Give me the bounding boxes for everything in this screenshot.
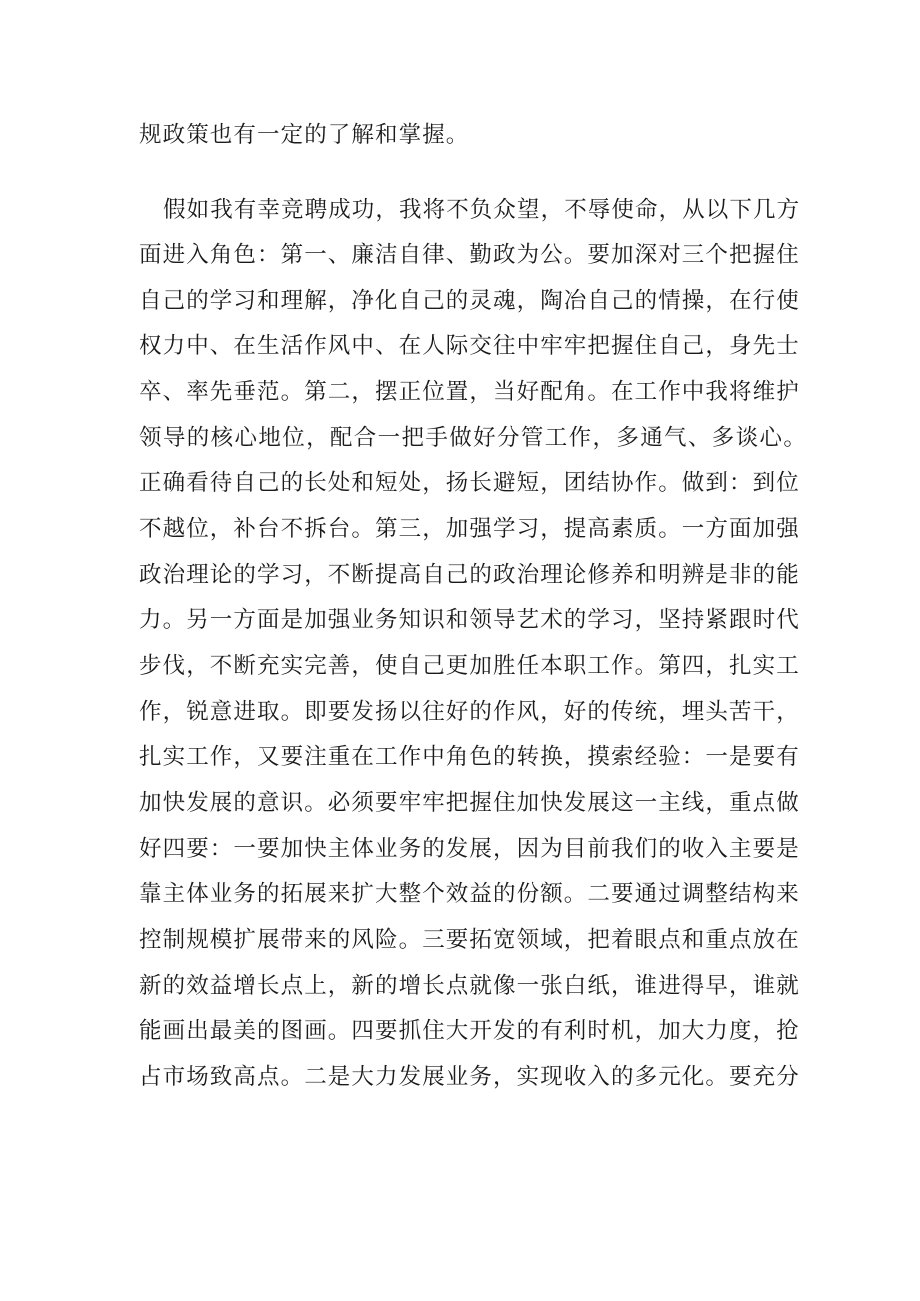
text-line: 能画出最美的图画。四要抓住大开发的有利时机，加大力度，抢 xyxy=(139,1018,800,1044)
text-line: 自己的学习和理解，净化自己的灵魂，陶冶自己的情操，在行使 xyxy=(139,288,800,314)
paragraph-first-line: 假如我有幸竞聘成功，我将不负众望，不辱使命，从以下几方 xyxy=(163,197,801,223)
text-line: 占市场致高点。二是大力发展业务，实现收入的多元化。要充分 xyxy=(139,1064,800,1090)
text-line: 不越位，补台不拆台。第三，加强学习，提高素质。一方面加强 xyxy=(139,516,800,542)
text-line: 扎实工作，又要注重在工作中角色的转换，摸索经验：一是要有 xyxy=(139,744,800,770)
text-line: 规政策也有一定的了解和掌握。 xyxy=(139,122,470,148)
text-line: 靠主体业务的拓展来扩大整个效益的份额。二要通过调整结构来 xyxy=(139,881,800,907)
text-line: 加快发展的意识。必须要牢牢把握住加快发展这一主线，重点做 xyxy=(139,790,800,816)
text-line: 新的效益增长点上，新的增长点就像一张白纸，谁进得早，谁就 xyxy=(139,973,800,999)
text-line: 面进入角色：第一、廉洁自律、勤政为公。要加深对三个把握住 xyxy=(139,242,800,268)
text-line: 作，锐意进取。即要发扬以往好的作风，好的传统，埋头苦干， xyxy=(139,699,800,725)
text-line: 卒、率先垂范。第二，摆正位置，当好配角。在工作中我将维护 xyxy=(139,379,800,405)
text-line: 控制规模扩展带来的风险。三要拓宽领域，把着眼点和重点放在 xyxy=(139,927,800,953)
text-line: 权力中、在生活作风中、在人际交往中牢牢把握住自己，身先士 xyxy=(139,333,800,359)
text-line: 正确看待自己的长处和短处，扬长避短，团结协作。做到：到位 xyxy=(139,470,800,496)
text-line: 政治理论的学习，不断提高自己的政治理论修养和明辨是非的能 xyxy=(139,562,800,588)
text-line: 力。另一方面是加强业务知识和领导艺术的学习，坚持紧跟时代 xyxy=(139,607,800,633)
text-line: 领导的核心地位，配合一把手做好分管工作，多通气、多谈心。 xyxy=(139,425,807,451)
text-line: 好四要：一要加快主体业务的发展，因为目前我们的收入主要是 xyxy=(139,836,800,862)
text-line: 步伐，不断充实完善，使自己更加胜任本职工作。第四，扎实工 xyxy=(139,653,800,679)
